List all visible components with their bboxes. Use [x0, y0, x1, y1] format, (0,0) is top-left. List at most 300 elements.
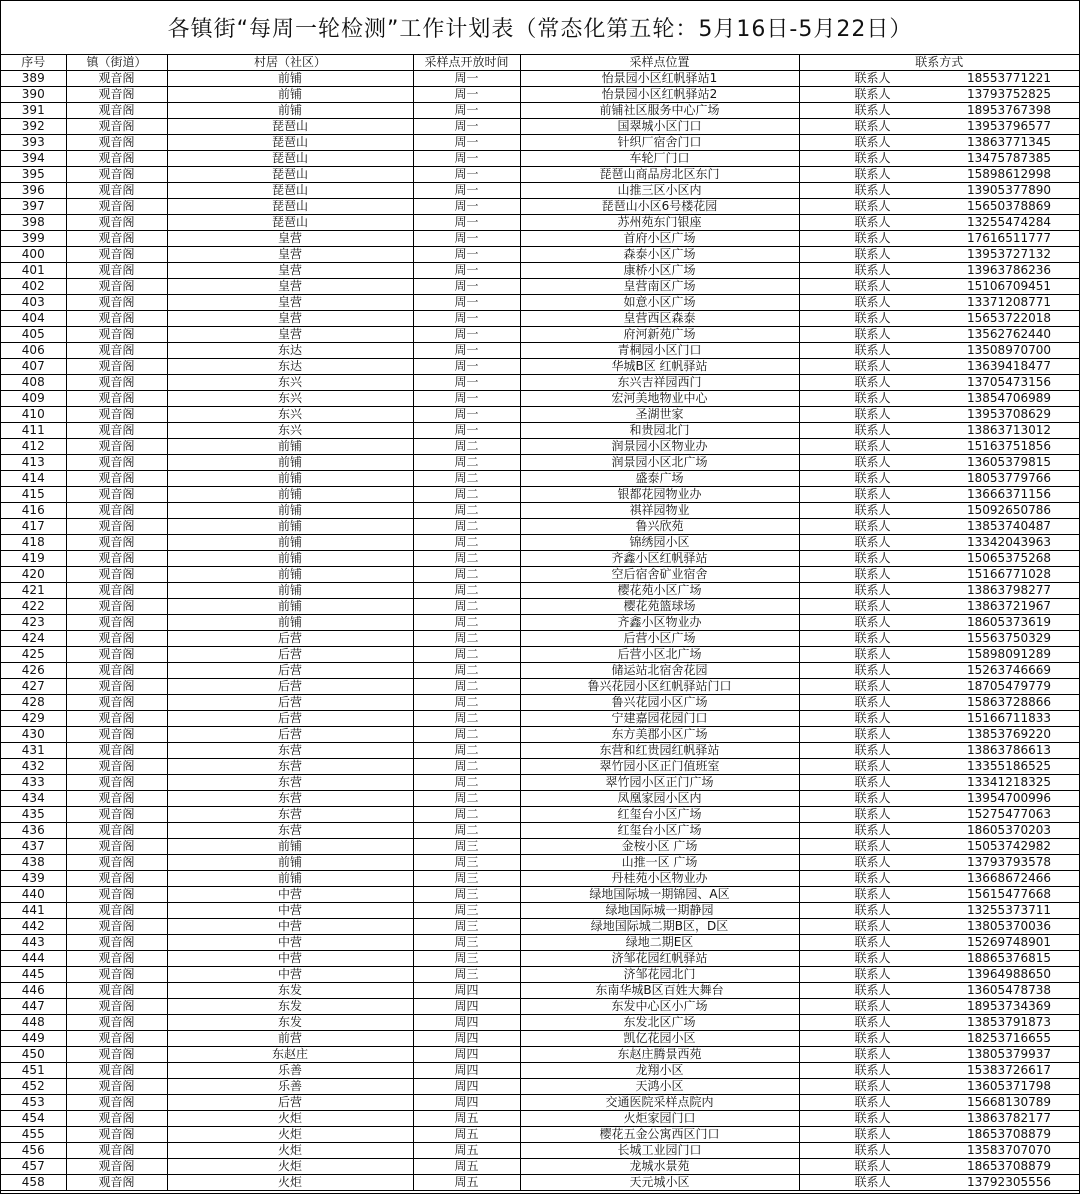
header-town: 镇（街道）	[66, 55, 167, 71]
table-row	[1, 1063, 1079, 1079]
table-row	[1, 999, 1079, 1015]
table-row	[1, 103, 1079, 119]
contact-phone: 15275477063	[967, 807, 1051, 821]
row-open-time: 周二	[413, 567, 520, 583]
contact-person: 联系人	[854, 1175, 891, 1189]
row-open-time: 周五	[413, 1175, 520, 1191]
row-contact	[799, 1159, 1079, 1175]
row-index: 403	[1, 295, 66, 311]
contact-phone: 15106709451	[967, 279, 1051, 293]
contact-phone: 13863713012	[967, 423, 1051, 437]
contact-cell	[800, 407, 1080, 422]
row-contact	[799, 743, 1079, 759]
row-open-time: 周四	[413, 1063, 520, 1079]
row-town: 观音阁	[66, 599, 167, 615]
row-index: 424	[1, 631, 66, 647]
row-community: 前铺	[167, 855, 413, 871]
row-community: 东兴	[167, 391, 413, 407]
row-index: 417	[1, 519, 66, 535]
row-index: 402	[1, 279, 66, 295]
row-community: 后营	[167, 727, 413, 743]
row-open-time: 周一	[413, 279, 520, 295]
contact-phone: 18253716655	[967, 1031, 1051, 1045]
contact-phone: 13605379815	[967, 455, 1051, 469]
header-contact: 联系方式	[799, 55, 1079, 71]
row-town: 观音阁	[66, 919, 167, 935]
row-location: 怡景园小区红帆驿站2	[520, 87, 799, 103]
table-row	[1, 1079, 1079, 1095]
contact-phone: 15166711833	[967, 711, 1051, 725]
row-index: 430	[1, 727, 66, 743]
contact-cell	[800, 727, 1080, 742]
row-open-time: 周一	[413, 423, 520, 439]
contact-person: 联系人	[854, 247, 891, 261]
contact-cell	[800, 87, 1080, 102]
contact-cell	[800, 615, 1080, 630]
row-town: 观音阁	[66, 1079, 167, 1095]
contact-cell	[800, 855, 1080, 870]
row-contact	[799, 1047, 1079, 1063]
row-index: 395	[1, 167, 66, 183]
contact-phone: 15563750329	[967, 631, 1051, 645]
contact-person: 联系人	[854, 167, 891, 181]
contact-person: 联系人	[854, 679, 891, 693]
table-row	[1, 1111, 1079, 1127]
contact-phone: 13953727132	[967, 247, 1051, 261]
header-community: 村居（社区）	[167, 55, 413, 71]
row-index: 393	[1, 135, 66, 151]
row-index: 409	[1, 391, 66, 407]
row-location: 翠竹园小区正门值班室	[520, 759, 799, 775]
row-community: 琵琶山	[167, 167, 413, 183]
contact-person: 联系人	[854, 71, 891, 85]
row-town: 观音阁	[66, 695, 167, 711]
row-location: 绿地国际城一期静园	[520, 903, 799, 919]
row-location: 琵琶山商品房北区东门	[520, 167, 799, 183]
contact-phone: 13853740487	[967, 519, 1051, 533]
row-town: 观音阁	[66, 903, 167, 919]
row-open-time: 周一	[413, 391, 520, 407]
row-community: 前铺	[167, 71, 413, 87]
contact-phone: 18653708879	[967, 1159, 1051, 1173]
row-community: 后营	[167, 663, 413, 679]
row-town: 观音阁	[66, 983, 167, 999]
contact-person: 联系人	[854, 599, 891, 613]
contact-phone: 15898612998	[967, 167, 1051, 181]
row-open-time: 周一	[413, 295, 520, 311]
row-open-time: 周一	[413, 71, 520, 87]
contact-cell	[800, 1063, 1080, 1078]
row-contact	[799, 855, 1079, 871]
contact-cell	[800, 743, 1080, 758]
row-location: 樱花苑小区广场	[520, 583, 799, 599]
row-open-time: 周二	[413, 695, 520, 711]
table-row	[1, 727, 1079, 743]
row-open-time: 周二	[413, 727, 520, 743]
contact-cell	[800, 823, 1080, 838]
row-contact	[799, 999, 1079, 1015]
contact-phone: 13805379937	[967, 1047, 1051, 1061]
contact-phone: 13255474284	[967, 215, 1051, 229]
contact-person: 联系人	[854, 295, 891, 309]
row-index: 398	[1, 215, 66, 231]
row-community: 火炬	[167, 1175, 413, 1191]
contact-cell	[800, 519, 1080, 534]
contact-person: 联系人	[854, 1159, 891, 1173]
row-community: 乐善	[167, 1063, 413, 1079]
row-town: 观音阁	[66, 247, 167, 263]
table-row	[1, 71, 1079, 87]
row-town: 观音阁	[66, 391, 167, 407]
contact-cell	[800, 567, 1080, 582]
row-town: 观音阁	[66, 311, 167, 327]
contact-person: 联系人	[854, 199, 891, 213]
contact-person: 联系人	[854, 983, 891, 997]
row-index: 400	[1, 247, 66, 263]
row-contact	[799, 983, 1079, 999]
contact-phone: 13863782177	[967, 1111, 1051, 1125]
table-row	[1, 1047, 1079, 1063]
contact-person: 联系人	[854, 631, 891, 645]
contact-person: 联系人	[854, 1127, 891, 1141]
row-town: 观音阁	[66, 839, 167, 855]
row-location: 丹桂苑小区物业办	[520, 871, 799, 887]
table-row	[1, 327, 1079, 343]
row-index: 405	[1, 327, 66, 343]
row-community: 琵琶山	[167, 199, 413, 215]
row-location: 空后宿舍矿业宿舍	[520, 567, 799, 583]
row-town: 观音阁	[66, 135, 167, 151]
row-town: 观音阁	[66, 871, 167, 887]
row-contact	[799, 807, 1079, 823]
row-contact	[799, 887, 1079, 903]
contact-phone: 13668672466	[967, 871, 1051, 885]
row-location: 琵琶山小区6号楼花园	[520, 199, 799, 215]
row-open-time: 周一	[413, 231, 520, 247]
contact-cell	[800, 279, 1080, 294]
contact-cell	[800, 1015, 1080, 1030]
row-index: 414	[1, 471, 66, 487]
contact-cell	[800, 663, 1080, 678]
row-index: 427	[1, 679, 66, 695]
contact-person: 联系人	[854, 823, 891, 837]
row-index: 418	[1, 535, 66, 551]
row-community: 东兴	[167, 423, 413, 439]
contact-phone: 18705479779	[967, 679, 1051, 693]
table-row	[1, 1159, 1079, 1175]
contact-cell	[800, 215, 1080, 230]
contact-cell	[800, 1175, 1080, 1190]
contact-phone: 13905377890	[967, 183, 1051, 197]
row-location: 鲁兴欣苑	[520, 519, 799, 535]
contact-person: 联系人	[854, 935, 891, 949]
row-contact	[799, 199, 1079, 215]
row-town: 观音阁	[66, 967, 167, 983]
contact-cell	[800, 391, 1080, 406]
row-town: 观音阁	[66, 1015, 167, 1031]
row-town: 观音阁	[66, 1127, 167, 1143]
table-row	[1, 967, 1079, 983]
contact-phone: 13341218325	[967, 775, 1051, 789]
row-index: 440	[1, 887, 66, 903]
table-row	[1, 743, 1079, 759]
contact-phone: 18605370203	[967, 823, 1051, 837]
row-open-time: 周三	[413, 967, 520, 983]
contact-cell	[800, 647, 1080, 662]
contact-person: 联系人	[854, 359, 891, 373]
row-open-time: 周五	[413, 1127, 520, 1143]
contact-cell	[800, 263, 1080, 278]
contact-phone: 13863771345	[967, 135, 1051, 149]
row-town: 观音阁	[66, 1047, 167, 1063]
row-index: 443	[1, 935, 66, 951]
table-row	[1, 951, 1079, 967]
contact-person: 联系人	[854, 1063, 891, 1077]
contact-phone: 15053742982	[967, 839, 1051, 853]
row-index: 415	[1, 487, 66, 503]
row-contact	[799, 551, 1079, 567]
contact-phone: 13964988650	[967, 967, 1051, 981]
contact-cell	[800, 599, 1080, 614]
contact-person: 联系人	[854, 887, 891, 901]
row-open-time: 周二	[413, 743, 520, 759]
contact-phone: 15092650786	[967, 503, 1051, 517]
contact-person: 联系人	[854, 503, 891, 517]
row-community: 前铺	[167, 599, 413, 615]
row-location: 宁建嘉园花园门口	[520, 711, 799, 727]
contact-person: 联系人	[854, 695, 891, 709]
table-row	[1, 151, 1079, 167]
contact-phone: 13854706989	[967, 391, 1051, 405]
contact-person: 联系人	[854, 119, 891, 133]
row-open-time: 周三	[413, 951, 520, 967]
schedule-table	[1, 55, 1079, 1191]
contact-person: 联系人	[854, 375, 891, 389]
contact-cell	[800, 327, 1080, 342]
contact-person: 联系人	[854, 647, 891, 661]
contact-cell	[800, 695, 1080, 710]
row-index: 407	[1, 359, 66, 375]
row-location: 绿地二期E区	[520, 935, 799, 951]
contact-cell	[800, 359, 1080, 374]
row-community: 前铺	[167, 839, 413, 855]
row-open-time: 周二	[413, 583, 520, 599]
contact-phone: 15163751856	[967, 439, 1051, 453]
row-index: 445	[1, 967, 66, 983]
row-contact	[799, 631, 1079, 647]
row-contact	[799, 311, 1079, 327]
row-location: 康桥小区广场	[520, 263, 799, 279]
row-open-time: 周一	[413, 311, 520, 327]
row-community: 东营	[167, 775, 413, 791]
table-row	[1, 871, 1079, 887]
table-row	[1, 167, 1079, 183]
row-location: 东营和红贵园红帆驿站	[520, 743, 799, 759]
contact-cell	[800, 503, 1080, 518]
row-location: 森泰小区广场	[520, 247, 799, 263]
row-community: 中营	[167, 919, 413, 935]
table-row	[1, 1015, 1079, 1031]
table-row	[1, 887, 1079, 903]
contact-person: 联系人	[854, 567, 891, 581]
contact-cell	[800, 1111, 1080, 1126]
contact-person: 联系人	[854, 1015, 891, 1029]
row-location: 皇营西区森泰	[520, 311, 799, 327]
row-open-time: 周二	[413, 455, 520, 471]
row-open-time: 周一	[413, 87, 520, 103]
row-location: 鲁兴花园小区红帆驿站门口	[520, 679, 799, 695]
row-index: 450	[1, 1047, 66, 1063]
row-community: 东营	[167, 759, 413, 775]
row-contact	[799, 455, 1079, 471]
row-open-time: 周一	[413, 215, 520, 231]
row-index: 404	[1, 311, 66, 327]
row-community: 前铺	[167, 519, 413, 535]
row-index: 434	[1, 791, 66, 807]
contact-person: 联系人	[854, 775, 891, 789]
row-community: 前铺	[167, 439, 413, 455]
contact-person: 联系人	[854, 1143, 891, 1157]
row-town: 观音阁	[66, 343, 167, 359]
contact-phone: 13863721967	[967, 599, 1051, 613]
table-row	[1, 263, 1079, 279]
table-row	[1, 807, 1079, 823]
row-open-time: 周一	[413, 167, 520, 183]
contact-person: 联系人	[854, 151, 891, 165]
table-row	[1, 391, 1079, 407]
row-contact	[799, 279, 1079, 295]
row-contact	[799, 615, 1079, 631]
row-contact	[799, 1127, 1079, 1143]
contact-person: 联系人	[854, 663, 891, 677]
row-community: 前铺	[167, 615, 413, 631]
contact-phone: 13792305556	[967, 1175, 1051, 1189]
row-open-time: 周二	[413, 487, 520, 503]
header-open-time: 采样点开放时间	[413, 55, 520, 71]
contact-phone: 13705473156	[967, 375, 1051, 389]
row-contact	[799, 183, 1079, 199]
contact-person: 联系人	[854, 535, 891, 549]
contact-cell	[800, 839, 1080, 854]
contact-person: 联系人	[854, 215, 891, 229]
row-contact	[799, 167, 1079, 183]
contact-phone: 15065375268	[967, 551, 1051, 565]
row-town: 观音阁	[66, 1143, 167, 1159]
row-index: 449	[1, 1031, 66, 1047]
contact-phone: 13355186525	[967, 759, 1051, 773]
contact-person: 联系人	[854, 439, 891, 453]
row-town: 观音阁	[66, 567, 167, 583]
table-row	[1, 215, 1079, 231]
row-index: 436	[1, 823, 66, 839]
contact-cell	[800, 103, 1080, 118]
row-community: 前铺	[167, 551, 413, 567]
row-open-time: 周二	[413, 631, 520, 647]
row-contact	[799, 791, 1079, 807]
table-body	[1, 71, 1079, 1191]
row-location: 龙城水景苑	[520, 1159, 799, 1175]
contact-cell	[800, 471, 1080, 486]
row-index: 408	[1, 375, 66, 391]
row-open-time: 周五	[413, 1159, 520, 1175]
contact-cell	[800, 1127, 1080, 1142]
row-town: 观音阁	[66, 1159, 167, 1175]
row-index: 428	[1, 695, 66, 711]
table-row	[1, 119, 1079, 135]
table-row	[1, 343, 1079, 359]
row-contact	[799, 119, 1079, 135]
row-town: 观音阁	[66, 183, 167, 199]
table-row	[1, 1143, 1079, 1159]
row-open-time: 周一	[413, 327, 520, 343]
row-open-time: 周一	[413, 359, 520, 375]
row-index: 457	[1, 1159, 66, 1175]
row-town: 观音阁	[66, 855, 167, 871]
row-open-time: 周四	[413, 999, 520, 1015]
row-town: 观音阁	[66, 295, 167, 311]
contact-person: 联系人	[854, 791, 891, 805]
contact-person: 联系人	[854, 743, 891, 757]
row-contact	[799, 503, 1079, 519]
row-community: 东兴	[167, 375, 413, 391]
row-contact	[799, 583, 1079, 599]
contact-cell	[800, 455, 1080, 470]
contact-phone: 13793752825	[967, 87, 1051, 101]
row-contact	[799, 103, 1079, 119]
table-row	[1, 279, 1079, 295]
table-row	[1, 247, 1079, 263]
row-open-time: 周二	[413, 647, 520, 663]
row-contact	[799, 1111, 1079, 1127]
row-contact	[799, 1063, 1079, 1079]
row-open-time: 周二	[413, 759, 520, 775]
row-contact	[799, 711, 1079, 727]
contact-phone: 18553771221	[967, 71, 1051, 85]
row-town: 观音阁	[66, 103, 167, 119]
contact-phone: 15615477668	[967, 887, 1051, 901]
row-index: 413	[1, 455, 66, 471]
row-contact	[799, 295, 1079, 311]
row-location: 樱花五金公寓西区门口	[520, 1127, 799, 1143]
row-location: 锦绣园小区	[520, 535, 799, 551]
contact-phone: 13805370036	[967, 919, 1051, 933]
row-contact	[799, 71, 1079, 87]
contact-phone: 15653722018	[967, 311, 1051, 325]
contact-person: 联系人	[854, 951, 891, 965]
row-location: 龙翔小区	[520, 1063, 799, 1079]
row-town: 观音阁	[66, 583, 167, 599]
table-row	[1, 631, 1079, 647]
contact-cell	[800, 71, 1080, 86]
row-location: 府河新苑广场	[520, 327, 799, 343]
row-town: 观音阁	[66, 743, 167, 759]
row-town: 观音阁	[66, 1111, 167, 1127]
row-contact	[799, 871, 1079, 887]
row-index: 458	[1, 1175, 66, 1191]
row-index: 389	[1, 71, 66, 87]
row-town: 观音阁	[66, 1063, 167, 1079]
contact-phone: 13963786236	[967, 263, 1051, 277]
row-town: 观音阁	[66, 71, 167, 87]
row-community: 前铺	[167, 471, 413, 487]
table-row	[1, 791, 1079, 807]
row-index: 425	[1, 647, 66, 663]
row-open-time: 周二	[413, 823, 520, 839]
row-location: 储运站北宿舍花园	[520, 663, 799, 679]
row-open-time: 周二	[413, 615, 520, 631]
contact-cell	[800, 903, 1080, 918]
row-index: 452	[1, 1079, 66, 1095]
